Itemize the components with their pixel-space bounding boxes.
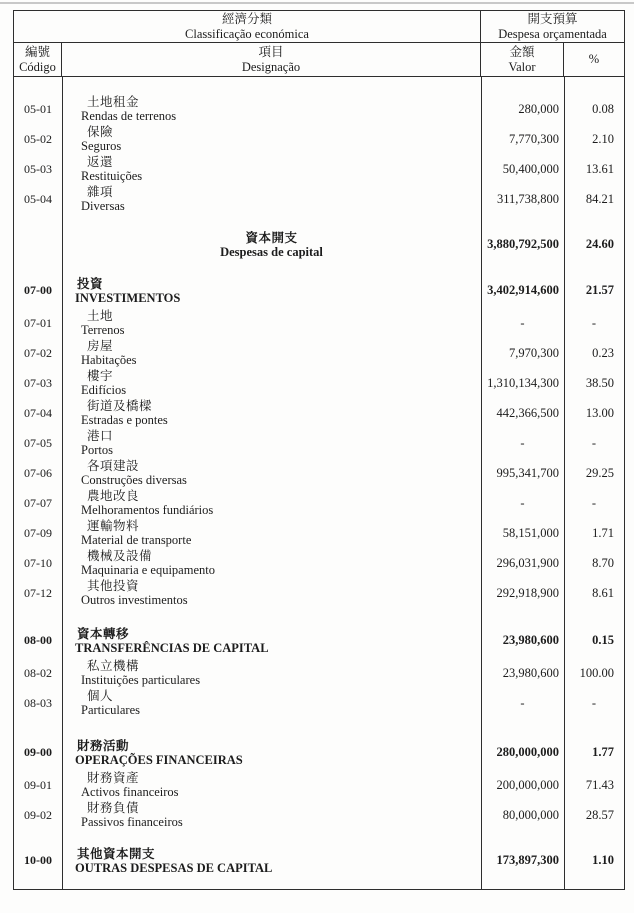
row-designation-pt: Maquinaria e equipamento xyxy=(81,563,215,577)
header-budgeted-expense xyxy=(481,11,624,42)
row-code: 07-09 xyxy=(24,525,52,540)
row-designation-zh: 返還 xyxy=(87,155,114,169)
row-designation xyxy=(62,843,481,878)
row-designation-zh: 機械及設備 xyxy=(87,549,153,563)
table-body xyxy=(14,77,624,889)
header-budgeted-expense-zh: 開支預算 xyxy=(527,12,578,26)
row-designation-pt: Edifícios xyxy=(81,383,127,397)
row-code: 07-01 xyxy=(24,315,52,330)
row-designation-pt: Restituições xyxy=(81,169,143,183)
table-row xyxy=(14,273,624,308)
row-value: 7,970,300 xyxy=(509,345,559,360)
row-designation-zh: 保險 xyxy=(87,125,114,139)
row-code: 08-02 xyxy=(24,665,52,680)
row-value: 995,341,700 xyxy=(496,465,559,480)
row-designation-zh: 街道及橋樑 xyxy=(87,399,153,413)
row-designation xyxy=(62,368,481,398)
row-designation-zh: 其他資本開支 xyxy=(77,846,156,861)
row-designation xyxy=(62,308,481,338)
row-designation xyxy=(62,688,481,718)
row-value: 80,000,000 xyxy=(502,807,559,822)
row-value: 296,031,900 xyxy=(496,555,559,570)
row-designation-zh: 其他投資 xyxy=(87,579,140,593)
row-designation-pt: Instituições particulares xyxy=(81,673,201,687)
row-designation-zh: 農地改良 xyxy=(87,489,140,503)
row-code: 10-00 xyxy=(24,853,52,867)
table-row xyxy=(14,518,624,548)
header-code-column xyxy=(14,43,62,76)
row-designation-pt: Despesas de capital xyxy=(220,244,323,259)
row-designation xyxy=(62,94,481,124)
row-designation xyxy=(62,398,481,428)
header-designation-column xyxy=(62,43,481,76)
row-designation-zh: 資本轉移 xyxy=(77,626,130,641)
header-economic-classification-zh: 經濟分類 xyxy=(221,12,272,26)
row-designation-pt: Particulares xyxy=(81,703,141,717)
row-percent: 29.25 xyxy=(585,465,614,480)
row-designation-pt: Estradas e pontes xyxy=(81,413,168,427)
header-value-zh: 金額 xyxy=(509,45,535,59)
table-row xyxy=(14,488,624,518)
row-designation-pt: Seguros xyxy=(81,139,122,153)
row-code: 05-03 xyxy=(24,161,52,176)
header-designation-zh: 項目 xyxy=(258,45,284,59)
row-percent: 0.08 xyxy=(592,101,614,116)
row-value: - xyxy=(520,495,525,510)
row-designation xyxy=(62,154,481,184)
row-value: 280,000,000 xyxy=(496,745,559,759)
row-percent: 8.61 xyxy=(592,585,614,600)
table-row xyxy=(14,548,624,578)
table-row xyxy=(14,226,624,263)
header-percent-column xyxy=(564,43,624,76)
row-designation-zh: 財務活動 xyxy=(77,738,130,753)
row-designation-pt: OPERAÇÕES FINANCEIRAS xyxy=(75,752,243,767)
spacer-row xyxy=(14,263,624,273)
table-row xyxy=(14,688,624,718)
row-designation xyxy=(62,623,481,658)
row-code: 07-03 xyxy=(24,375,52,390)
row-percent: 2.10 xyxy=(592,131,614,146)
row-value: - xyxy=(520,435,525,450)
row-designation xyxy=(62,338,481,368)
row-designation-zh: 財務資產 xyxy=(87,771,140,785)
spacer-row xyxy=(14,608,624,623)
row-designation-pt: Diversas xyxy=(81,199,125,213)
row-percent: 71.43 xyxy=(585,777,614,792)
row-percent: - xyxy=(591,435,597,450)
table-row xyxy=(14,458,624,488)
row-designation xyxy=(62,226,481,263)
row-percent: 0.23 xyxy=(592,345,614,360)
row-designation xyxy=(62,658,481,688)
row-percent: 1.71 xyxy=(592,525,614,540)
row-designation xyxy=(62,735,481,770)
row-designation-pt: TRANSFERÊNCIAS DE CAPITAL xyxy=(75,640,269,655)
row-designation-zh: 資本開支 xyxy=(245,230,298,245)
spacer-row xyxy=(14,830,624,843)
row-value: - xyxy=(520,315,525,330)
row-designation-zh: 財務負債 xyxy=(87,801,140,815)
row-value: 23,980,600 xyxy=(502,665,559,680)
row-designation-zh: 土地租金 xyxy=(87,95,140,109)
row-code: 05-02 xyxy=(24,131,52,146)
header-code-pt: Código xyxy=(19,59,56,74)
header-economic-classification xyxy=(14,11,481,42)
table-row xyxy=(14,623,624,658)
row-designation xyxy=(62,800,481,830)
table-row xyxy=(14,735,624,770)
row-percent: 100.00 xyxy=(579,665,614,680)
column-divider xyxy=(481,77,482,889)
table-row xyxy=(14,843,624,878)
header-budgeted-expense-pt: Despesa orçamentada xyxy=(498,26,607,41)
table-row xyxy=(14,94,624,124)
row-code: 07-04 xyxy=(24,405,52,420)
row-value: - xyxy=(520,695,525,710)
row-designation-pt: Habitações xyxy=(81,353,137,367)
row-code: 05-01 xyxy=(24,101,52,116)
row-percent: - xyxy=(591,495,597,510)
row-percent: 1.77 xyxy=(592,745,614,759)
row-code: 07-02 xyxy=(24,345,52,360)
row-code: 07-12 xyxy=(24,585,52,600)
row-value: 442,366,500 xyxy=(496,405,559,420)
table-row xyxy=(14,368,624,398)
column-divider xyxy=(62,77,63,889)
row-designation-zh: 房屋 xyxy=(87,339,114,353)
header-value-pt: Valor xyxy=(508,59,536,74)
header-economic-classification-pt: Classificação económica xyxy=(185,26,309,41)
row-designation xyxy=(62,518,481,548)
row-value: 173,897,300 xyxy=(496,853,559,867)
table-row xyxy=(14,428,624,458)
header-code-zh: 編號 xyxy=(24,45,50,59)
table-row xyxy=(14,338,624,368)
row-percent: 21.57 xyxy=(585,283,614,297)
row-designation xyxy=(62,578,481,608)
row-designation xyxy=(62,488,481,518)
row-designation xyxy=(62,184,481,214)
row-percent: - xyxy=(591,695,597,710)
table-row xyxy=(14,124,624,154)
row-designation-zh: 樓宇 xyxy=(87,369,114,383)
row-designation-zh: 私立機構 xyxy=(87,659,140,673)
row-value: 1,310,134,300 xyxy=(487,375,559,390)
row-designation xyxy=(62,548,481,578)
table-header-columns-row xyxy=(14,43,624,77)
row-code: 05-04 xyxy=(24,191,52,206)
row-value: 311,738,800 xyxy=(496,191,559,206)
row-value: 280,000 xyxy=(518,101,559,116)
row-code: 08-03 xyxy=(24,695,52,710)
table-row xyxy=(14,308,624,338)
row-percent: 13.61 xyxy=(585,161,614,176)
row-designation-pt: Material de transporte xyxy=(81,533,192,547)
row-designation-zh: 雜項 xyxy=(87,185,114,199)
row-designation xyxy=(62,770,481,800)
row-designation-zh: 運輸物料 xyxy=(87,519,140,533)
row-code xyxy=(14,226,62,263)
row-designation-pt: Construções diversas xyxy=(81,473,187,487)
row-code: 09-00 xyxy=(24,745,52,759)
row-designation-zh: 投資 xyxy=(77,276,104,291)
row-designation-zh: 港口 xyxy=(87,429,114,443)
table-row xyxy=(14,578,624,608)
spacer-row xyxy=(14,214,624,226)
row-designation-pt: Passivos financeiros xyxy=(81,815,183,829)
row-value: 7,770,300 xyxy=(509,131,559,146)
row-designation xyxy=(62,124,481,154)
row-value: 200,000,000 xyxy=(496,777,559,792)
row-percent: 84.21 xyxy=(585,191,614,206)
spacer-row xyxy=(14,718,624,735)
row-code: 07-00 xyxy=(24,283,52,297)
table-row xyxy=(14,154,624,184)
row-code: 07-07 xyxy=(24,495,52,510)
row-designation-pt: Melhoramentos fundiários xyxy=(81,503,214,517)
table-row xyxy=(14,800,624,830)
row-value: 3,402,914,600 xyxy=(487,283,559,297)
row-percent: - xyxy=(591,315,597,330)
row-designation xyxy=(62,458,481,488)
row-code: 09-02 xyxy=(24,807,52,822)
row-designation-pt: Outros investimentos xyxy=(81,593,188,607)
row-percent: 13.00 xyxy=(585,405,614,420)
header-percent-symbol: % xyxy=(588,52,600,67)
row-code: 07-05 xyxy=(24,435,52,450)
row-code: 07-10 xyxy=(24,555,52,570)
row-value: 58,151,000 xyxy=(502,525,559,540)
row-value: 23,980,600 xyxy=(502,633,559,647)
row-designation-zh: 個人 xyxy=(87,689,114,703)
row-designation-pt: Terrenos xyxy=(81,323,125,337)
header-designation-pt: Designação xyxy=(241,59,301,74)
row-designation-pt: INVESTIMENTOS xyxy=(75,290,181,305)
row-percent: 28.57 xyxy=(585,807,614,822)
table-row xyxy=(14,770,624,800)
row-percent: 8.70 xyxy=(592,555,614,570)
row-percent: 38.50 xyxy=(585,375,614,390)
spacer-row xyxy=(14,77,624,94)
row-designation-pt: OUTRAS DESPESAS DE CAPITAL xyxy=(75,860,273,875)
table-row xyxy=(14,398,624,428)
row-designation xyxy=(62,428,481,458)
row-designation-pt: Activos financeiros xyxy=(81,785,179,799)
row-designation xyxy=(62,273,481,308)
table-row xyxy=(14,184,624,214)
row-designation-zh: 各項建設 xyxy=(87,459,140,473)
row-percent: 1.10 xyxy=(592,853,614,867)
header-value-column xyxy=(481,43,564,76)
row-code: 08-00 xyxy=(24,633,52,647)
row-value: 3,880,792,500 xyxy=(487,237,559,251)
row-designation-pt: Rendas de terrenos xyxy=(81,109,177,123)
scan-artifact-line xyxy=(0,2,634,4)
row-code: 07-06 xyxy=(24,465,52,480)
column-divider xyxy=(564,77,565,889)
row-value: 50,400,000 xyxy=(502,161,559,176)
table-header-group-row xyxy=(14,11,624,43)
budget-table xyxy=(13,10,625,890)
row-code: 09-01 xyxy=(24,777,52,792)
table-row xyxy=(14,658,624,688)
row-percent: 0.15 xyxy=(592,633,614,647)
row-percent: 24.60 xyxy=(585,237,614,251)
row-value: 292,918,900 xyxy=(496,585,559,600)
row-designation-pt: Portos xyxy=(81,443,113,457)
row-designation-zh: 土地 xyxy=(87,309,114,323)
